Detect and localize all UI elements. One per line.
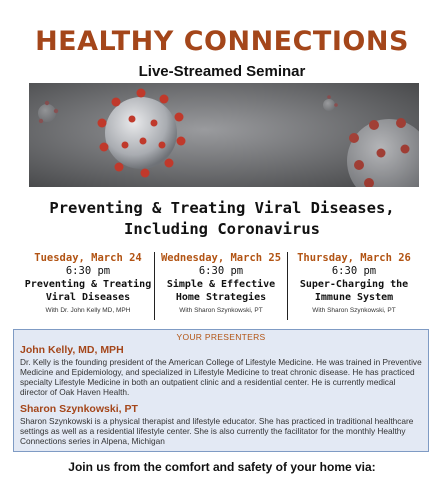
session-topic-line-1: Super-Charging the <box>299 279 409 290</box>
session-2 <box>154 252 287 320</box>
session-presenter: With Sharon Szynkowski, PT <box>312 307 396 314</box>
session-day: Wednesday, March 25 <box>160 252 282 264</box>
session-topic-line-2: Viral Diseases <box>45 291 131 303</box>
session-topic <box>155 279 287 304</box>
session-topic-line-1: Preventing & Treating <box>24 279 152 290</box>
coronavirus-illustration <box>29 83 419 187</box>
presenter-bio: Dr. Kelly is the founding president of the American College of Lifestyle Medicine. He was trained in Preventive Medicine and Epidemiology, and specialized in Lifestyle Medicine to treat chronic disease. He has practiced specialty Lifestyle Medicine in both an outpatient clinic and a residential center. He is currently medical director of Oak Haven Health. <box>20 357 422 397</box>
session-topic <box>22 279 154 304</box>
presenters-panel <box>13 329 429 452</box>
session-time: 6:30 pm <box>331 265 377 277</box>
event-subtitle: Live-Streamed Seminar <box>138 63 306 80</box>
session-topic <box>288 279 420 304</box>
seminar-headline <box>0 198 444 240</box>
event-title: HEALTHY CONNECTIONS <box>35 26 409 57</box>
session-time: 6:30 pm <box>198 265 244 277</box>
headline-line-1: Preventing & Treating Viral Diseases, <box>49 199 395 217</box>
presenter-name: Sharon Szynkowski, PT <box>20 403 138 415</box>
session-topic-line-2: Home Strategies <box>175 291 267 303</box>
join-call-to-action: Join us from the comfort and safety of your home via: <box>68 460 376 474</box>
session-day: Tuesday, March 24 <box>34 252 142 264</box>
session-presenter: With Sharon Szynkowski, PT <box>179 307 263 314</box>
session-presenter: With Dr. John Kelly MD, MPH <box>45 307 131 314</box>
session-day: Thursday, March 26 <box>297 252 411 264</box>
session-topic-line-2: Immune System <box>314 291 394 303</box>
headline-line-2: Including Coronavirus <box>124 220 320 238</box>
session-time: 6:30 pm <box>65 265 111 277</box>
session-schedule <box>22 252 420 320</box>
presenter-name: John Kelly, MD, MPH <box>20 344 124 356</box>
presenter-bio: Sharon Szynkowski is a physical therapist and lifestyle educator. She has practiced in traditional healthcare settings as well as a residential lifestyle center. She is also currently the facilitator for the monthly Healthy Connections series in Alpena, Michigan <box>20 416 414 446</box>
session-topic-line-1: Simple & Effective <box>166 279 276 290</box>
coronavirus-hero-image <box>29 83 419 187</box>
presenters-heading: YOUR PRESENTERS <box>176 332 266 342</box>
session-3 <box>287 252 420 320</box>
session-1 <box>22 252 154 320</box>
